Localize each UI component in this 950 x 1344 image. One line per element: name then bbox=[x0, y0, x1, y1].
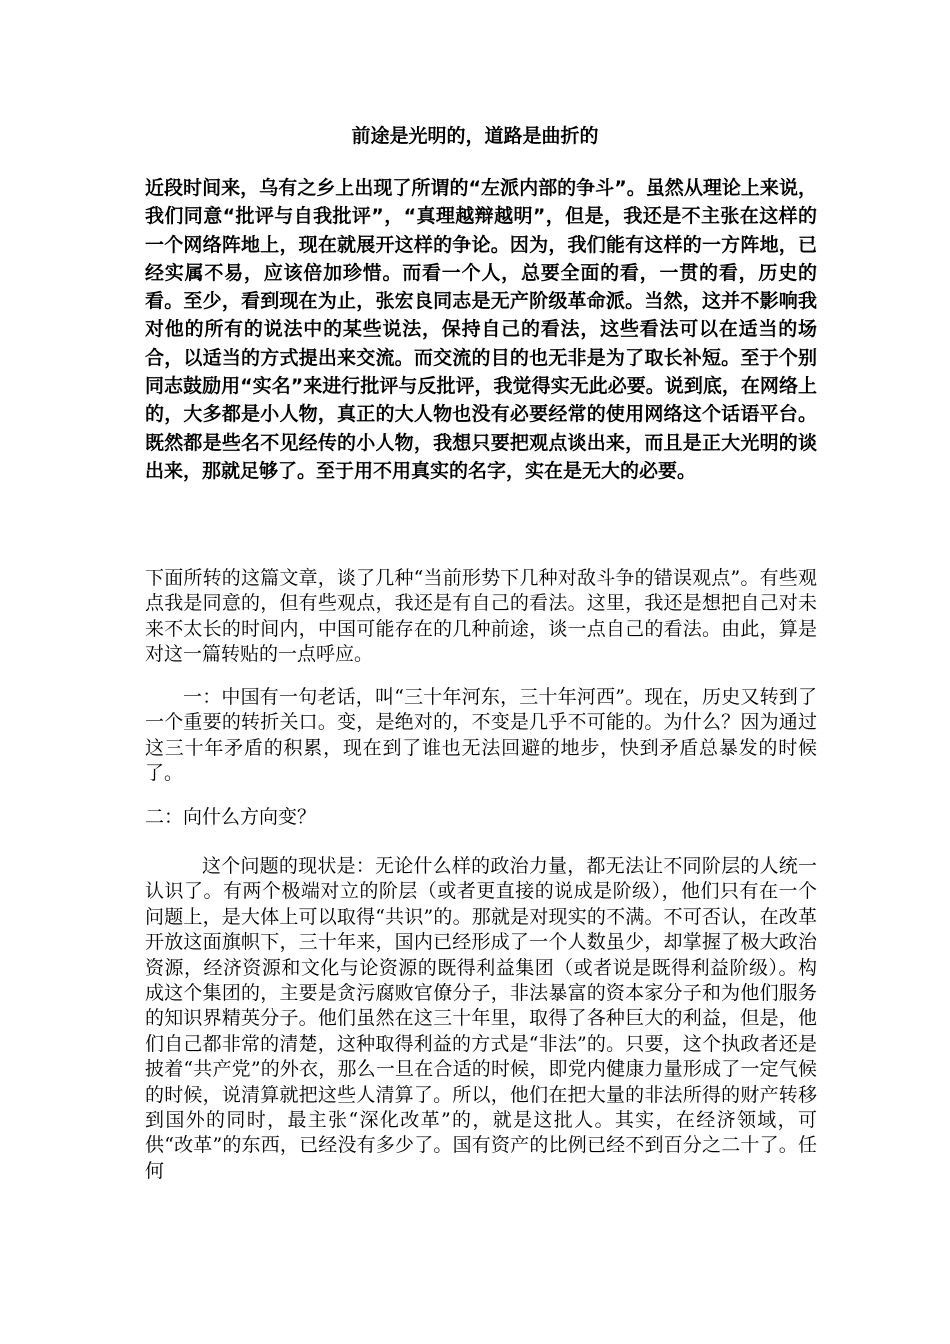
document-title: 前途是光明的，道路是曲折的 bbox=[351, 125, 599, 147]
section-heading-2: 二：向什么方向变？ bbox=[145, 806, 317, 828]
body-paragraph-3: 这个问题的现状是：无论什么样的政治力量，都无法让不同阶层的人统一认识了。有两个极端对立的阶层（或者更直接的说成是阶级），他们只有在一个问题上，是大体上可以取得“共识”的。那就是对现实的不满。不可否认，在改革开放这面旗帜下，三十年来，国内已经形成了一个人数虽少，却掌握了极大政治资源，经济资源和文化与论资源的既得利益集团（或者说是既得利益阶级）。构成这个集团的，主要是贪污腐败官僚分子，非法暴富的资本家分子和为他们服务的知识界精英分子。他们虽然在这三十年里，取得了各种巨大的利益，但是，他们自己都非常的清楚，这种取得利益的方式是“非法”的。只要，这个执政者还是披着“共产党”的外衣，那么一旦在合适的时候，即党内健康力量形成了一定气候的时候，说清算就把这些人清算了。所以，他们在把大量的非法所得的财产转移到国外的同时，最主张“深化改革”的，就是这批人。其实，在经济领域，可供“改革”的东西，已经没有多少了。国有资产的比例已经不到百分之二十了。任何 bbox=[145, 855, 817, 1182]
body-paragraph-1: 下面所转的这篇文章，谈了几种“当前形势下几种对敌斗争的错误观点”。有些观点我是同意的，但有些观点，我还是有自己的看法。这里，我还是想把自己对未来不太长的时间内，中国可能存在的几种前途，谈一点自己的看法。由此，算是对这一篇转贴的一点呼应。 bbox=[145, 567, 817, 666]
body-paragraph-2: 一：中国有一句老话，叫“三十年河东，三十年河西”。现在，历史又转到了一个重要的转折关口。变，是绝对的，不变是几乎不可能的。为什么？因为通过这三十年矛盾的积累，现在到了谁也无法回避的地步，快到矛盾总暴发的时候了。 bbox=[145, 686, 817, 785]
intro-paragraph: 近段时间来，乌有之乡上出现了所谓的“左派内部的争斗”。虽然从理论上来说，我们同意“批评与自我批评”，“真理越辩越明”，但是，我还是不主张在这样的一个网络阵地上，现在就展开这样的争论。因为，我们能有这样的一方阵地，已经实属不易，应该倍加珍惜。而看一个人，总要全面的看，一贯的看，历史的看。至少，看到现在为止，张宏良同志是无产阶级革命派。当然，这并不影响我对他的所有的说法中的某些说法，保持自己的看法，这些看法可以在适当的场合，以适当的方式提出来交流。而交流的目的也无非是为了取长补短。至于个别同志鼓励用“实名”来进行批评与反批评，我觉得实无此必要。说到底，在网络上的，大多都是小人物，真正的大人物也没有必要经常的使用网络这个话语平台。既然都是些名不见经传的小人物，我想只要把观点谈出来，而且是正大光明的谈出来，那就足够了。至于用不用真实的名字，实在是无大的必要。 bbox=[145, 177, 817, 482]
